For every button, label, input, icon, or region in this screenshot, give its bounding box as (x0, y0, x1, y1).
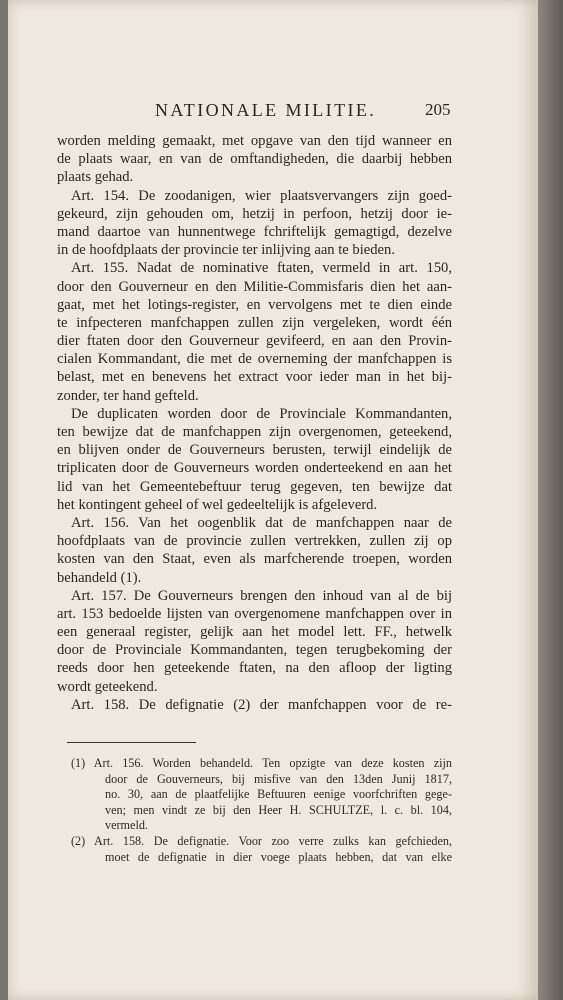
text-line: Art. 154. De zoodanigen, wier plaatsvervangers zijn goed- (71, 187, 452, 204)
text-line: worden melding gemaakt, met opgave van den tijd wanneer en (57, 133, 452, 149)
footnote-separator (67, 742, 196, 743)
footnote-line: ven; men vindt ze bij den Heer H. SCHULTZE, l. c. bl. 104, (105, 802, 452, 817)
text-line: belast, met en benevens het extract voor ieder man in het bij- (57, 369, 452, 386)
footnote-line: (1) Art. 156. Worden behandeld. Ten opzigte van deze kosten zijn (71, 756, 452, 770)
book-page (8, 0, 538, 1000)
text-line: reeds door hen geteekende ftaten, na den afloop der ligting (57, 660, 452, 677)
text-line: ten bewijze dat de manfchappen zijn overgenomen, geteekend, (57, 424, 452, 440)
text-line: de plaats waar, en van de omftandigheden, die daarbij hebben (57, 151, 452, 168)
footnotes (71, 756, 452, 865)
text-line: lid van het Gemeentebeftuur terug gegeven, ten bewijze dat (57, 478, 452, 495)
text-line: kosten van den Staat, even als marfcherende troepen, worden (57, 551, 452, 568)
text-line: het kontingent geheel of wel gedeeltelijk is afgeleverd. (57, 496, 378, 513)
text-line: behandeld (1). (57, 569, 142, 586)
page-number: 205 (425, 100, 451, 119)
text-line: door den Gouverneur en den Militie-Commisfaris dien het aan- (57, 278, 452, 295)
footnote-line: moet de defignatie in dier voege plaats hebben, dat van elke (105, 849, 452, 864)
text-line: De duplicaten worden door de Provinciale Kommandanten, (71, 405, 452, 422)
page-edge (538, 0, 563, 1000)
footnote-line: no. 30, aan de plaatfelijke Beftuuren eenige voorfchriften gege- (105, 787, 452, 802)
text-line: plaats gehad. (57, 169, 134, 186)
text-line: zonder, ter hand gefteld. (57, 387, 199, 404)
text-line: hoofdplaats van de provincie zullen vertrekken, zullen zij op (57, 533, 452, 550)
footnote-line: door de Gouverneurs, bij misfive van den 13den Junij 1817, (105, 771, 452, 786)
text-line: mand daartoe van hunnentwege fchriftelijk gemagtigd, dezelve (57, 223, 452, 240)
text-line: gekeurd, zijn gehouden om, hetzij in perfoon, hetzij door ie- (57, 205, 452, 222)
text-line: Art. 155. Nadat de nominative ftaten, vermeld in art. 150, (71, 260, 452, 277)
text-line: te infpecteren manfchappen zullen zijn vergeleken, wordt één (57, 314, 452, 331)
main-text (57, 132, 452, 714)
footnote-line: (2) Art. 158. De defignatie. Voor zoo verre zulks kan gefchieden, (71, 833, 452, 848)
running-head: NATIONALE MILITIE. (155, 100, 377, 120)
text-line: Art. 158. De defignatie (2) der manfchappen voor de re- (71, 696, 452, 713)
text-line: Art. 156. Van het oogenblik dat de manfchappen naar de (71, 514, 452, 531)
text-line: cialen Kommandant, die met de overneming der manfchappen is (57, 351, 452, 368)
text-line: een generaal register, gelijk aan het model lett. FF., hetwelk (57, 624, 452, 641)
text-line: Art. 157. De Gouverneurs brengen den inhoud van al de bij (71, 587, 452, 604)
footnote-line: vermeld. (105, 818, 148, 833)
text-line: triplicaten door de Gouverneurs worden onderteekend en aan het (57, 460, 452, 477)
text-line: in de hoofdplaats der provincie ter inlijving aan te bieden. (57, 242, 395, 259)
text-line: gaat, met het lotings-register, en vervolgens met te dien einde (57, 296, 452, 313)
page-header (8, 100, 538, 126)
text-line: en blijven onder de Gouverneurs berusten, terwijl eindelijk de (57, 442, 452, 459)
text-line: door de Provinciale Kommandanten, tegen terugbekoming der (57, 642, 452, 659)
text-line: art. 153 bedoelde lijsten van overgenomene manfchappen over in (57, 605, 452, 622)
text-line: dier ftaten door den Gouverneur gevifeerd, en aan den Provin- (57, 333, 452, 350)
text-line: wordt geteekend. (57, 678, 158, 695)
